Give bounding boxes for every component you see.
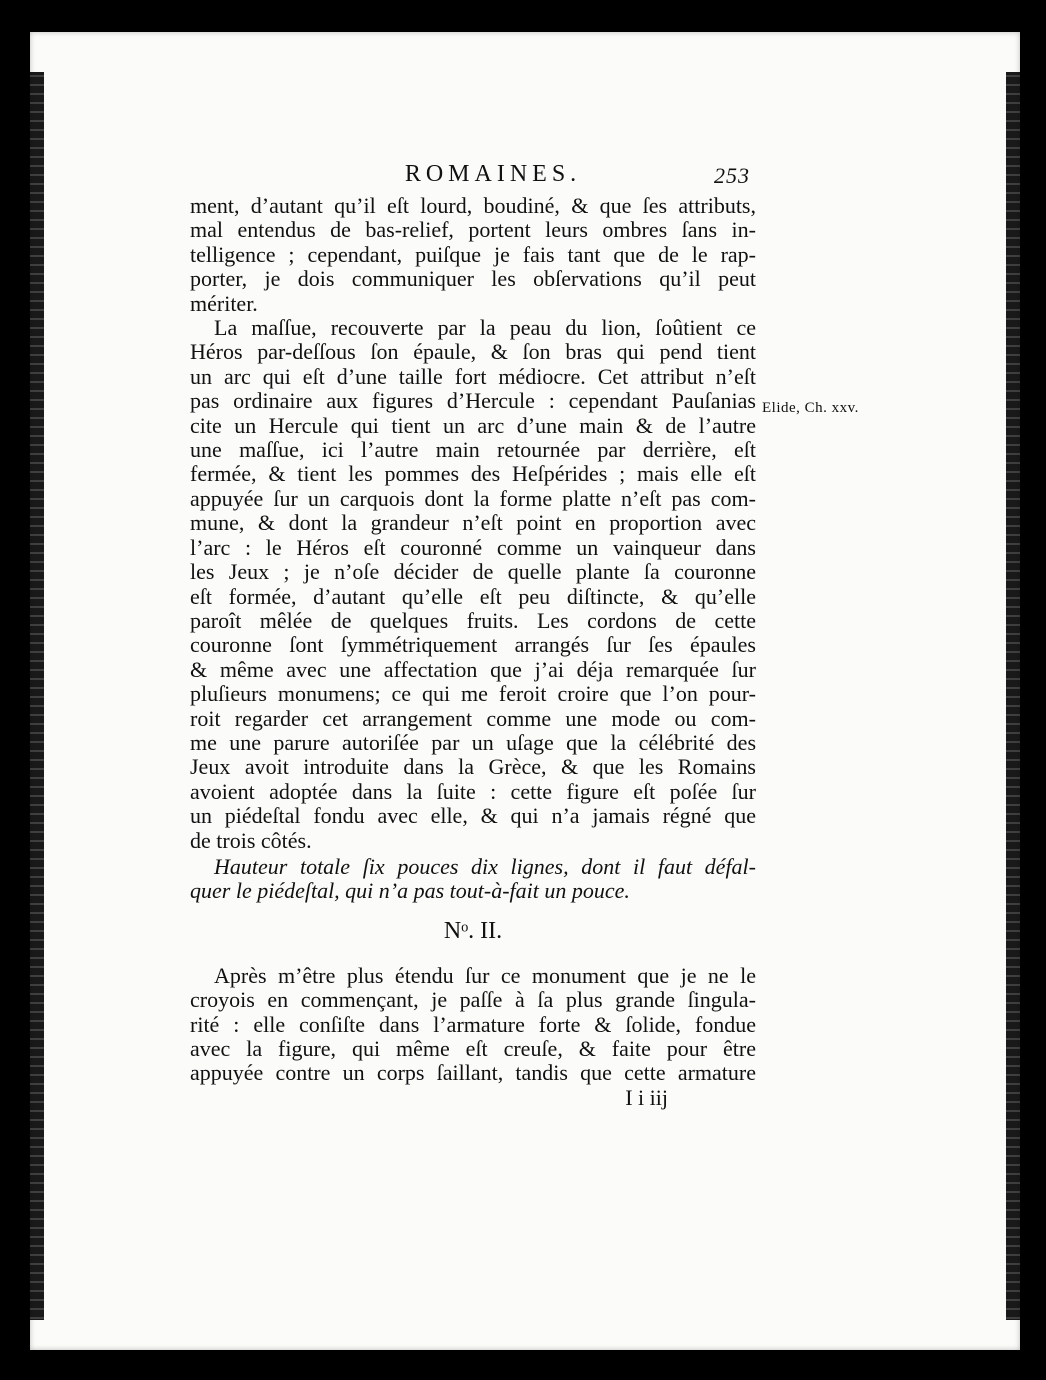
signature-catchword: I i iij bbox=[625, 1084, 668, 1110]
text-line: couronne ſont ſymmétriquement arrangés ſur ſes épaules bbox=[190, 632, 756, 658]
text-line: l’arc : le Héros eſt couronné comme un vainqueur dans bbox=[190, 534, 756, 560]
text-line: un piédeſtal fondu avec elle, & qui n’a jamais régné que bbox=[190, 803, 756, 829]
text-line: pluſieurs monumens; ce qui me feroit croire que l’on pour- bbox=[190, 681, 756, 707]
dimensions-caption bbox=[190, 855, 756, 904]
text-line: appuyée ſur un carquois dont la forme platte n’eſt pas com- bbox=[190, 485, 756, 511]
text-line: & même avec une affectation que j’ai déja remarquée ſur bbox=[190, 656, 756, 682]
text-line: porter, je dois communiquer les obſervations qu’il peut bbox=[190, 266, 756, 292]
text-line: croyois en commençant, je paſſe à ſa plus grande ſingula- bbox=[190, 987, 756, 1013]
text-line: de trois côtés. bbox=[190, 827, 312, 853]
margin-note-reference: Elide, Ch. xxv. bbox=[762, 400, 859, 416]
text-line: les Jeux ; je n’oſe décider de quelle plante ſa couronne bbox=[190, 559, 756, 585]
text-line: Héros par-deſſous ſon épaule, & ſon bras qui pend tient bbox=[190, 339, 756, 365]
book-page bbox=[30, 32, 1020, 1350]
text-line: Hauteur totale ſix pouces dix lignes, dont il faut défal- bbox=[214, 853, 756, 879]
scan-edge-left bbox=[30, 72, 44, 1320]
page-number: 253 bbox=[714, 163, 750, 188]
text-line: rité : elle conſiſte dans l’armature forte & ſolide, fondue bbox=[190, 1011, 756, 1037]
running-head: ROMAINES. bbox=[404, 161, 582, 187]
text-line: fermée, & tient les pommes des Heſpérides ; mais elle eſt bbox=[190, 461, 756, 487]
text-line: un arc qui eſt d’une taille fort médiocre. Cet attribut n’eſt bbox=[190, 363, 756, 389]
text-line: telligence ; cependant, puiſque je fais tant que de le rap- bbox=[190, 241, 756, 267]
scan-edge-right bbox=[1006, 72, 1020, 1320]
text-line: une maſſue, ici l’autre main retournée par derrière, eſt bbox=[190, 437, 756, 463]
text-line: quer le piédeſtal, qui n’a pas tout-à-fait un pouce. bbox=[190, 878, 630, 904]
text-line: avec la figure, qui même eſt creuſe, & faite pour être bbox=[190, 1036, 756, 1061]
text-line: ment, d’autant qu’il eſt lourd, boudiné, & que ſes attributs, bbox=[190, 193, 756, 218]
text-line: cite un Hercule qui tient un arc d’une main & de l’autre bbox=[190, 412, 756, 438]
text-line: pas ordinaire aux figures d’Hercule : cependant Pauſanias bbox=[190, 388, 756, 414]
paragraph-hercules-description bbox=[190, 316, 756, 853]
paragraph-continued bbox=[190, 194, 756, 316]
text-line: me une parure autoriſée par un uſage que la célébrité des bbox=[190, 729, 756, 755]
text-line: La maſſue, recouverte par la peau du lion, ſoûtient ce bbox=[214, 315, 756, 341]
text-line: Jeux avoit introduite dans la Grèce, & que les Romains bbox=[190, 754, 756, 780]
text-line: eſt formée, d’autant qu’elle eſt peu diſtincte, & qu’elle bbox=[190, 583, 756, 609]
text-line: mériter. bbox=[190, 290, 258, 316]
text-line: Après m’être plus étendu ſur ce monument que je ne le bbox=[214, 962, 756, 988]
text-line: roit regarder cet arrangement comme une mode ou com- bbox=[190, 705, 756, 731]
text-line: appuyée contre un corps ſaillant, tandis que cette armature bbox=[190, 1060, 756, 1086]
text-line: mune, & dont la grandeur n’eſt point en proportion avec bbox=[190, 510, 756, 536]
section-heading: Nᵒ. II. bbox=[443, 917, 503, 944]
text-line: mal entendus de bas-relief, portent leurs ombres ſans in- bbox=[190, 217, 756, 243]
text-line: paroît mêlée de quelques fruits. Les cordons de cette bbox=[190, 607, 756, 633]
paragraph-section-two bbox=[190, 964, 756, 1086]
page-header bbox=[190, 162, 756, 194]
text-line: avoient adoptée dans la ſuite : cette figure eſt poſée ſur bbox=[190, 778, 756, 804]
text-block bbox=[190, 162, 756, 1110]
